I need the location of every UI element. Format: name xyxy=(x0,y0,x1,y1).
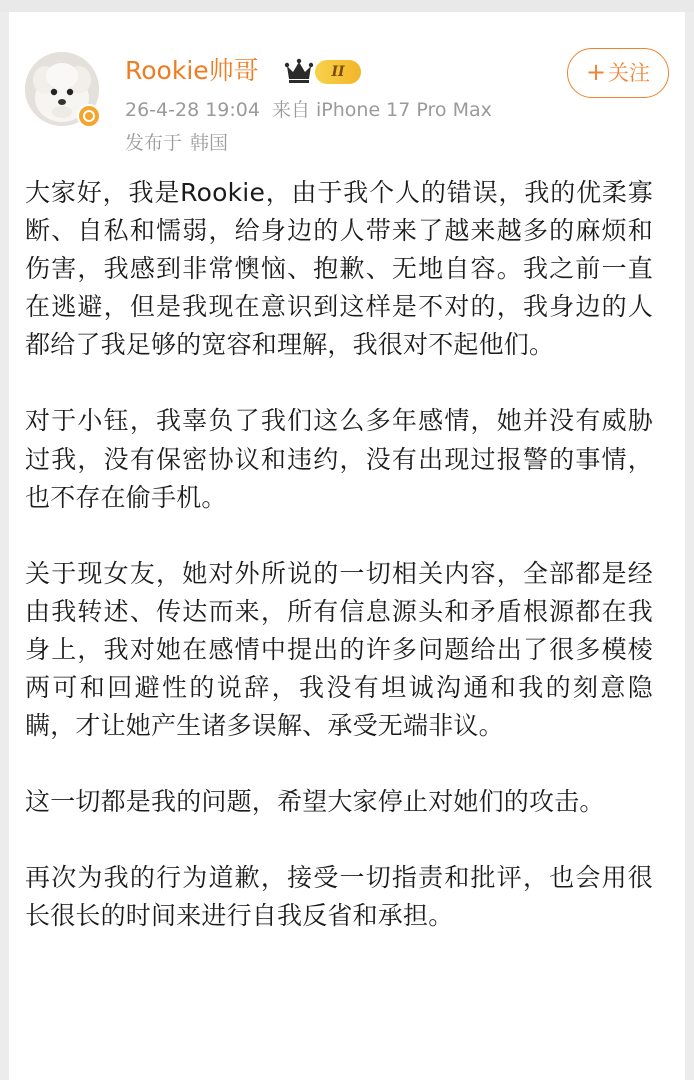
plus-icon: + xyxy=(585,58,607,86)
crown-icon xyxy=(284,58,314,84)
follow-button[interactable] xyxy=(567,48,669,98)
post-paragraph: 大家好，我是Rookie，由于我个人的错误，我的优柔寡断、自私和懦弱，给身边的人带来了越来越多的麻烦和伤害，我感到非常懊恼、抱歉、无地自容。我之前一直在逃避，但是我现在意识到这样是不对的，我身边的人都给了我足够的宽容和理解，我很对不起他们。 xyxy=(25,178,653,360)
weibo-post-card xyxy=(9,12,685,1080)
published-label: 发布于 xyxy=(125,132,183,154)
post-body xyxy=(25,174,653,974)
post-timestamp: 26-4-28 19:04 xyxy=(125,99,260,121)
post-location xyxy=(125,131,228,155)
verified-icon xyxy=(77,104,101,128)
level-badge: II xyxy=(315,60,361,84)
top-strip xyxy=(0,0,694,12)
location-name: 韩国 xyxy=(190,132,229,154)
post-paragraph: 再次为我的行为道歉，接受一切指责和批评，也会用很长很长的时间来进行自我反省和承担。 xyxy=(25,863,653,931)
post-paragraph: 对于小钰，我辜负了我们这么多年感情，她并没有威胁过我，没有保密协议和违约，没有出现过报警的事情，也不存在偷手机。 xyxy=(25,406,653,512)
username[interactable]: Rookie帅哥 xyxy=(125,56,259,85)
follow-label: 关注 xyxy=(608,61,651,85)
post-paragraph: 这一切都是我的问题，希望大家停止对她们的攻击。 xyxy=(25,787,605,817)
post-paragraph: 关于现女友，她对外所说的一切相关内容，全部都是经由我转述、传达而来，所有信息源头和矛盾根源都在我身上，我对她在感情中提出的许多问题给出了很多模棱两可和回避性的说辞，我没有坦诚沟通和我的刻意隐瞒，才让她产生诸多误解、承受无端非议。 xyxy=(25,558,653,741)
post-header xyxy=(9,12,685,162)
post-source: 来自 iPhone 17 Pro Max xyxy=(271,99,492,121)
post-meta xyxy=(125,98,492,122)
